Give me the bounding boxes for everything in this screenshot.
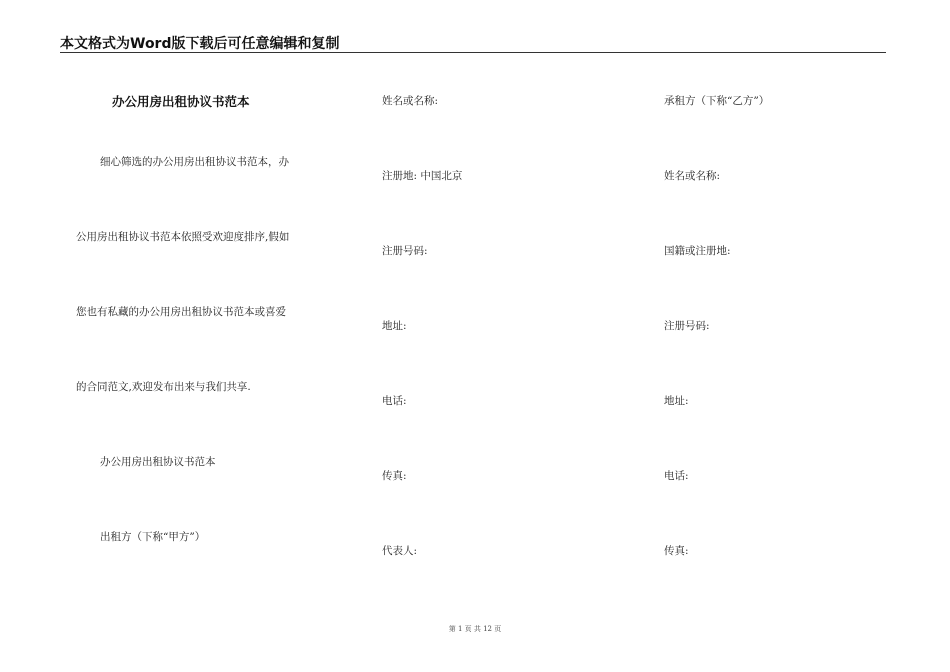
- section-subtitle: 办公用房出租协议书范本: [100, 456, 216, 468]
- lessor-address: 地址:: [382, 320, 407, 332]
- lessor-reg-place: 注册地: 中国北京: [382, 170, 463, 182]
- lessee-phone: 电话:: [664, 470, 689, 482]
- lessee-reg-number: 注册号码:: [664, 320, 710, 332]
- intro-line-3: 您也有私藏的办公用房出租协议书范本或喜爱: [76, 306, 286, 318]
- document-title: 办公用房出租协议书范本: [112, 94, 250, 109]
- lessee-address: 地址:: [664, 395, 689, 407]
- lessor-phone: 电话:: [382, 395, 407, 407]
- intro-line-4: 的合同范文,欢迎发布出来与我们共享.: [76, 381, 251, 393]
- lessor-reg-number: 注册号码:: [382, 245, 428, 257]
- lessee-name-label: 姓名或名称:: [664, 170, 721, 182]
- lessor-heading: 出租方（下称“甲方”）: [100, 531, 206, 543]
- lessee-heading: 承租方（下称“乙方”）: [664, 95, 770, 107]
- lessor-fax: 传真:: [382, 470, 407, 482]
- lessee-fax: 传真:: [664, 545, 689, 557]
- lessee-nationality: 国籍或注册地:: [664, 245, 731, 257]
- intro-line-1: 细心筛选的办公用房出租协议书范本，办: [100, 156, 289, 168]
- lessor-name-label: 姓名或名称:: [382, 95, 439, 107]
- header-divider: [60, 52, 886, 53]
- document-header: 本文格式为Word版下载后可任意编辑和复制: [60, 36, 340, 52]
- page-number: 第 1 页 共 12 页: [448, 625, 502, 633]
- lessor-representative: 代表人:: [382, 545, 418, 557]
- intro-line-2: 公用房出租协议书范本依照受欢迎度排序,假如: [76, 231, 290, 243]
